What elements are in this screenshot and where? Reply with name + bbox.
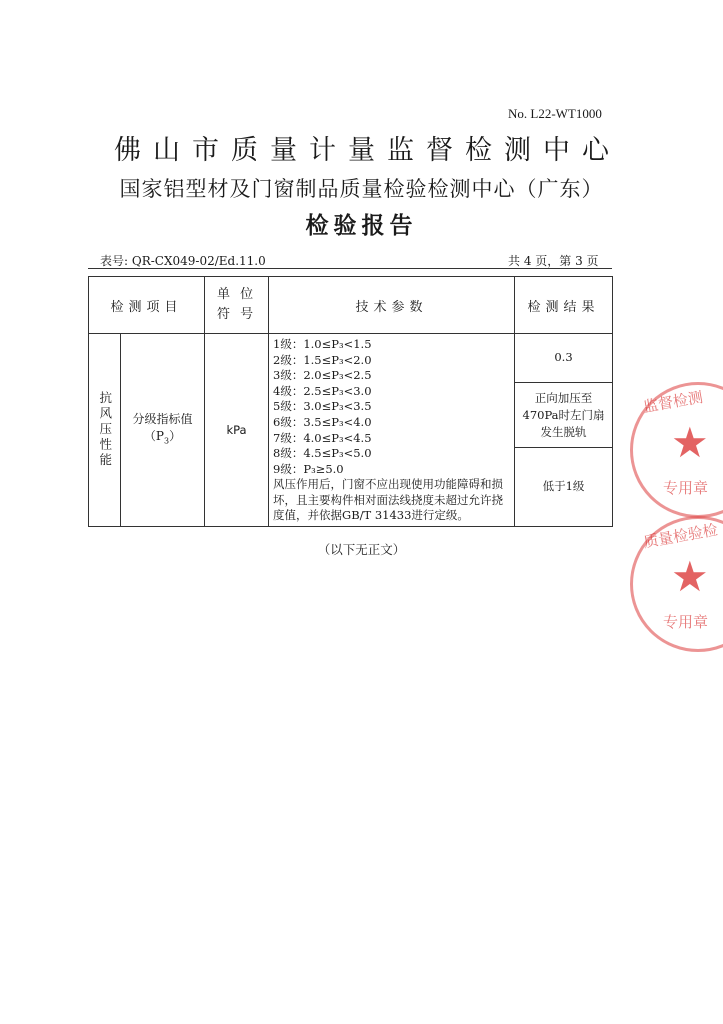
seal-star-icon: ★ bbox=[671, 552, 709, 601]
header-separator bbox=[88, 268, 612, 269]
header-tech-params: 技术参数 bbox=[269, 277, 515, 334]
grade-line: 3级：2.0≤P₃<2.5 bbox=[273, 368, 372, 383]
official-seal-bottom bbox=[630, 516, 723, 652]
seal-text-top: 监督检测 bbox=[641, 387, 705, 417]
unit-cell: kPa bbox=[205, 334, 269, 527]
item-label: 分级指标值 bbox=[132, 411, 193, 426]
end-of-text-note: （以下无正文） bbox=[317, 542, 406, 557]
organization-subtitle: 国家铝型材及门窗制品质量检验检测中心（广东） bbox=[119, 177, 604, 201]
seal-text-bottom: 专用章 bbox=[663, 479, 709, 497]
header-unit-symbol bbox=[205, 277, 269, 334]
form-number: 表号: QR-CX049-02/Ed.11.0 bbox=[100, 254, 266, 268]
header-unit-line1: 单 位 bbox=[216, 287, 257, 302]
seal-text-bottom: 专用章 bbox=[663, 613, 709, 631]
official-seal-top bbox=[630, 382, 723, 518]
seal-star-icon: ★ bbox=[671, 418, 709, 467]
test-note: 风压作用后，门窗不应出现使用功能障碍和损坏，且主要构件相对面法线挠度未超过允许挠度值，并依据GB/T 31433进行定级。 bbox=[273, 477, 504, 523]
seal-text-top: 质量检验检 bbox=[642, 520, 720, 552]
table-row bbox=[89, 334, 613, 383]
grade-line: 9级：P₃≥5.0 bbox=[273, 461, 344, 476]
organization-title: 佛山市质量计量监督检测中心 bbox=[114, 135, 621, 166]
grade-line: 8级：4.5≤P₃<5.0 bbox=[273, 446, 372, 461]
report-number: No. L22-WT1000 bbox=[508, 106, 602, 121]
category-cell bbox=[89, 334, 121, 527]
grade-line: 6级：3.5≤P₃<4.0 bbox=[273, 414, 372, 429]
header-test-item: 检测项目 bbox=[89, 277, 205, 334]
grade-line: 2级：1.5≤P₃<2.0 bbox=[273, 352, 372, 367]
grade-line: 4级：2.5≤P₃<3.0 bbox=[273, 383, 372, 398]
tech-params-cell bbox=[269, 334, 515, 527]
header-unit-line2: 符 号 bbox=[216, 307, 257, 322]
document-title: 检验报告 bbox=[305, 213, 418, 239]
item-cell bbox=[121, 334, 205, 527]
grade-line: 5级：3.0≤P₃<3.5 bbox=[273, 399, 372, 414]
grade-line: 1级：1.0≤P₃<1.5 bbox=[273, 337, 372, 351]
test-results-table bbox=[88, 276, 613, 527]
result-grade: 低于1级 bbox=[515, 448, 613, 526]
table-header-row bbox=[89, 277, 613, 334]
grade-line: 7级：4.0≤P₃<4.5 bbox=[273, 430, 372, 445]
category-label: 抗风压性能 bbox=[97, 391, 113, 469]
result-observation: 正向加压至470Pa时左门扇发生脱轨 bbox=[515, 382, 613, 447]
header-test-result: 检测结果 bbox=[515, 277, 613, 334]
page-info: 共 4 页，第 3 页 bbox=[508, 254, 599, 268]
result-value: 0.3 bbox=[515, 334, 613, 383]
item-symbol: $(P_3)$ bbox=[143, 428, 182, 445]
